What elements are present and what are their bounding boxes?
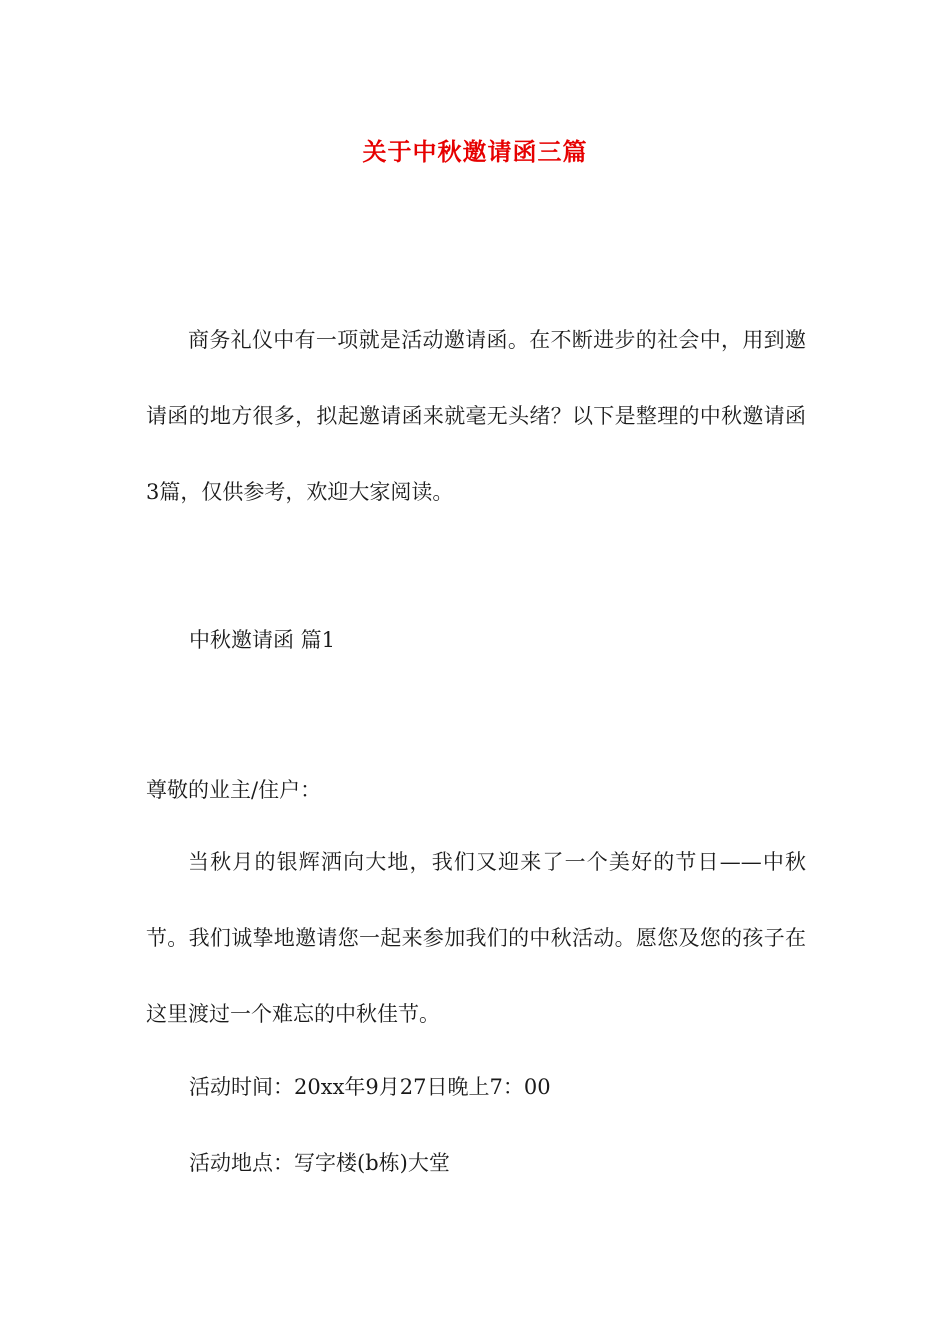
intro-paragraph: 商务礼仪中有一项就是活动邀请函。在不断进步的社会中，用到邀请函的地方很多，拟起邀请函来就毫无头绪？以下是整理的中秋邀请函3篇，仅供参考，欢迎大家阅读。	[146, 328, 806, 504]
salutation: 尊敬的业主/住户：	[146, 778, 322, 802]
invitation-body-paragraph: 当秋月的银辉洒向大地，我们又迎来了一个美好的节日——中秋节。我们诚挚地邀请您一起来参加我们的中秋活动。愿您及您的孩子在这里渡过一个难忘的中秋佳节。	[146, 850, 806, 1026]
document-title: 关于中秋邀请函三篇	[362, 137, 588, 166]
event-time: 活动时间：20xx年9月27日晚上7：00	[189, 1075, 551, 1099]
section-heading: 中秋邀请函 篇1	[189, 628, 336, 652]
event-place: 活动地点：写字楼(b栋)大堂	[189, 1151, 450, 1175]
